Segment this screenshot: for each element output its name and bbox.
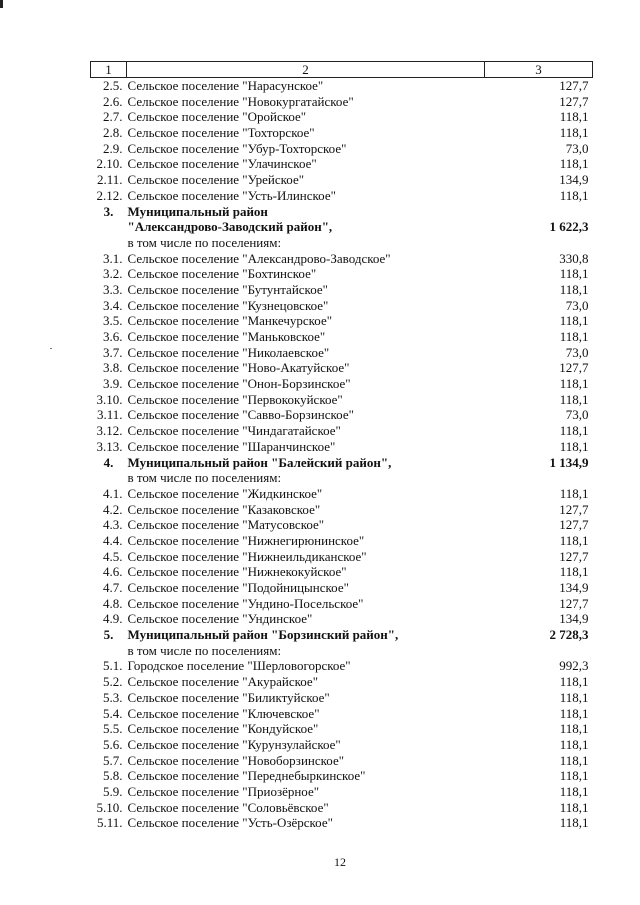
table-row — [91, 329, 593, 345]
row-value: 118,1 — [559, 438, 589, 454]
table-row — [91, 266, 593, 282]
row-value — [485, 235, 593, 251]
row-number: 3.10. — [96, 391, 123, 407]
row-name: Сельское поселение "Усть-Илинское" — [127, 187, 336, 203]
row-name: Сельское поселение "Бутунтайское" — [127, 281, 328, 297]
row-value: 118,1 — [559, 815, 589, 831]
row-value: 118,1 — [559, 187, 589, 203]
table-row — [91, 800, 593, 816]
row-name: Сельское поселение "Приозёрное" — [127, 783, 320, 799]
table-row — [91, 188, 593, 204]
row-value: 118,1 — [559, 674, 589, 690]
table-row — [91, 784, 593, 800]
table-row — [91, 674, 593, 690]
row-number: 5.4. — [103, 705, 123, 721]
district-row — [91, 455, 593, 471]
table-row — [91, 376, 593, 392]
row-name: в том числе по поселениям: — [127, 470, 282, 486]
row-value: 127,7 — [559, 93, 589, 109]
row-value: 118,1 — [559, 799, 589, 815]
table-row — [91, 658, 593, 674]
row-number: 3.12. — [96, 423, 123, 439]
row-number: 5.5. — [103, 721, 123, 737]
row-value: 118,1 — [559, 376, 589, 392]
row-value: 118,1 — [559, 768, 589, 784]
row-value: 118,1 — [559, 705, 589, 721]
row-number: 4.5. — [103, 548, 123, 564]
table-row — [91, 721, 593, 737]
row-name: Сельское поселение "Биликтуйское" — [127, 689, 330, 705]
table-body — [91, 78, 593, 832]
row-number: 2.7. — [103, 109, 123, 125]
row-number — [91, 643, 127, 659]
row-value: 118,1 — [559, 564, 589, 580]
row-name: Муниципальный район — [127, 203, 268, 219]
page-number: 12 — [334, 855, 346, 869]
subheading-row — [91, 643, 593, 659]
row-number: 2.11. — [96, 172, 123, 188]
subheading-row — [91, 235, 593, 251]
row-name: Сельское поселение "Подойницынское" — [127, 580, 349, 595]
table-row — [91, 768, 593, 784]
row-name: Сельское поселение "Нижнеильдиканское" — [127, 548, 367, 564]
row-name: Сельское поселение "Тохторское" — [127, 125, 315, 141]
row-value: 1 622,3 — [549, 219, 589, 235]
row-number: 4.1. — [103, 485, 123, 501]
table-row — [91, 313, 593, 329]
row-name: Сельское поселение "Урейское" — [127, 172, 305, 188]
row-name: Сельское поселение "Курунзулайское" — [127, 736, 341, 752]
row-name: Муниципальный район "Балейский район", — [127, 454, 392, 470]
row-number — [91, 219, 127, 235]
row-name: Сельское поселение "Маньковское" — [127, 329, 326, 344]
row-value: 118,1 — [559, 752, 589, 768]
row-name: Муниципальный район "Борзинский район", — [127, 627, 399, 643]
row-number: 5.2. — [103, 674, 123, 690]
row-name: Сельское поселение "Нарасунское" — [127, 78, 324, 93]
row-value: 127,7 — [559, 501, 589, 517]
row-number: 4.6. — [103, 564, 123, 580]
header-col-value: 3 — [485, 62, 593, 78]
table-row — [91, 706, 593, 722]
row-number: 5.3. — [103, 689, 123, 705]
table-row — [91, 78, 593, 94]
table-header-row — [91, 62, 593, 78]
row-value: 118,1 — [559, 783, 589, 799]
row-value: 118,1 — [559, 109, 589, 125]
row-value: 118,1 — [559, 313, 589, 329]
row-number: 2.10. — [96, 156, 123, 172]
row-name: "Александрово-Заводский район", — [127, 219, 333, 235]
row-name: Сельское поселение "Манкечурское" — [127, 313, 333, 329]
row-value: 73,0 — [565, 297, 589, 313]
row-name: Сельское поселение "Ново-Акатуйское" — [127, 360, 350, 376]
row-name: в том числе по поселениям: — [127, 234, 282, 250]
row-value: 118,1 — [559, 721, 589, 737]
row-name: Сельское поселение "Онон-Борзинское" — [127, 376, 351, 392]
table-row — [91, 172, 593, 188]
table-row — [91, 486, 593, 502]
row-name: Сельское поселение "Оройское" — [127, 109, 307, 125]
row-name: Сельское поселение "Шаранчинское" — [127, 438, 336, 454]
subheading-row — [91, 470, 593, 486]
row-name: Сельское поселение "Акурайское" — [127, 674, 319, 690]
row-value: 118,1 — [559, 423, 589, 439]
row-name: Сельское поселение "Новокургатайское" — [127, 93, 354, 109]
row-number — [91, 470, 127, 486]
row-number: 3.3. — [103, 281, 123, 297]
row-value: 127,7 — [559, 517, 589, 533]
row-value: 118,1 — [559, 156, 589, 172]
row-value: 73,0 — [565, 407, 589, 423]
row-number: 3.1. — [103, 250, 123, 266]
row-value: 73,0 — [565, 344, 589, 360]
row-name: Сельское поселение "Кузнецовское" — [127, 297, 329, 313]
table-row — [91, 690, 593, 706]
row-name: Сельское поселение "Матусовское" — [127, 517, 325, 533]
table-row — [91, 125, 593, 141]
row-number: 2.9. — [103, 140, 123, 156]
row-number: 4.8. — [103, 595, 123, 611]
scan-speck — [50, 348, 52, 349]
table-row — [91, 596, 593, 612]
row-number: 4.4. — [103, 532, 123, 548]
row-value: 118,1 — [559, 281, 589, 297]
row-name: Сельское поселение "Ундинское" — [127, 611, 313, 627]
row-name: Сельское поселение "Ундино-Посельское" — [127, 595, 364, 611]
row-name: Сельское поселение "Бохтинское" — [127, 266, 317, 282]
table-row — [91, 737, 593, 753]
row-number: 5.1. — [103, 658, 123, 674]
row-number: 2.8. — [103, 125, 123, 141]
table-row — [91, 753, 593, 769]
row-number: 3.2. — [103, 266, 123, 282]
row-number: 5.7. — [103, 752, 123, 768]
row-value: 118,1 — [559, 329, 589, 344]
row-value — [485, 643, 593, 659]
row-number: 5. — [103, 627, 114, 643]
row-name: Сельское поселение "Нижнекокуйское" — [127, 564, 347, 580]
row-number: 4.9. — [103, 611, 123, 627]
row-name: Сельское поселение "Жидкинское" — [127, 485, 323, 501]
row-value: 118,1 — [559, 125, 589, 141]
row-value: 1 134,9 — [549, 454, 589, 470]
row-value: 118,1 — [559, 485, 589, 501]
row-value: 134,9 — [559, 580, 589, 595]
row-number: 5.11. — [96, 815, 123, 831]
row-number: 5.10. — [96, 799, 123, 815]
row-number: 3.6. — [103, 329, 123, 344]
table-row — [91, 439, 593, 455]
row-number: 3.5. — [103, 313, 123, 329]
row-number: 3.13. — [96, 438, 123, 454]
row-number: 4.3. — [103, 517, 123, 533]
table-row — [91, 94, 593, 110]
table-row — [91, 423, 593, 439]
row-number: 3.7. — [103, 344, 123, 360]
row-number: 3.11. — [96, 407, 123, 423]
table-row — [91, 345, 593, 361]
row-name: Сельское поселение "Александрово-Заводское" — [127, 250, 391, 266]
row-number: 4.7. — [103, 580, 123, 595]
row-value — [485, 204, 593, 220]
row-name: Сельское поселение "Убур-Тохторское" — [127, 140, 347, 156]
district-row — [91, 627, 593, 643]
row-name: Сельское поселение "Новоборзинское" — [127, 752, 345, 768]
row-name: Сельское поселение "Ключевское" — [127, 705, 320, 721]
table-row — [91, 580, 593, 596]
row-value: 127,7 — [559, 548, 589, 564]
row-number: 3.8. — [103, 360, 123, 376]
row-name: Сельское поселение "Улачинское" — [127, 156, 317, 172]
row-name: Городское поселение "Шерловогорское" — [127, 658, 351, 674]
table-row — [91, 533, 593, 549]
row-number: 4. — [103, 454, 114, 470]
row-name: Сельское поселение "Кондуйское" — [127, 721, 319, 737]
row-value: 134,9 — [559, 611, 589, 627]
row-number: 3. — [103, 203, 114, 219]
row-value: 992,3 — [559, 658, 589, 674]
header-col-number: 1 — [91, 62, 127, 78]
row-number: 2.12. — [96, 187, 123, 203]
row-number: 2.5. — [103, 78, 123, 93]
row-value: 118,1 — [559, 532, 589, 548]
row-number: 3.9. — [103, 376, 123, 392]
table-row — [91, 517, 593, 533]
row-value: 330,8 — [559, 250, 589, 266]
row-number — [91, 235, 127, 251]
district-row — [91, 204, 593, 220]
row-value: 118,1 — [559, 736, 589, 752]
row-value: 118,1 — [559, 391, 589, 407]
row-name: в том числе по поселениям: — [127, 642, 282, 658]
row-number: 5.9. — [103, 783, 123, 799]
row-name: Сельское поселение "Казаковское" — [127, 501, 321, 517]
corner-scan-mark — [0, 0, 3, 8]
row-value: 73,0 — [565, 140, 589, 156]
table-row — [91, 251, 593, 267]
row-value: 127,7 — [559, 78, 589, 93]
row-value: 127,7 — [559, 595, 589, 611]
row-value: 118,1 — [559, 689, 589, 705]
row-name: Сельское поселение "Первококуйское" — [127, 391, 343, 407]
table-row — [91, 815, 593, 831]
table-row — [91, 611, 593, 627]
table-row — [91, 141, 593, 157]
table-row — [91, 282, 593, 298]
row-name: Сельское поселение "Переднебыркинское" — [127, 768, 366, 784]
table-row — [91, 298, 593, 314]
table-row — [91, 549, 593, 565]
row-name: Сельское поселение "Соловьёвское" — [127, 799, 329, 815]
row-name: Сельское поселение "Николаевское" — [127, 344, 330, 360]
row-number: 5.6. — [103, 736, 123, 752]
row-value: 118,1 — [559, 266, 589, 282]
table-row — [91, 502, 593, 518]
row-number: 2.6. — [103, 93, 123, 109]
row-number: 5.8. — [103, 768, 123, 784]
district-row — [91, 219, 593, 235]
table-row — [91, 564, 593, 580]
table-row — [91, 392, 593, 408]
row-value: 127,7 — [559, 360, 589, 376]
row-name: Сельское поселение "Чиндагатайское" — [127, 423, 341, 439]
row-name: Сельское поселение "Нижнегирюнинское" — [127, 532, 365, 548]
table-row — [91, 156, 593, 172]
table-row — [91, 109, 593, 125]
table-row — [91, 360, 593, 376]
row-value: 2 728,3 — [549, 627, 589, 643]
allocation-table — [90, 61, 593, 831]
table-row — [91, 407, 593, 423]
row-number: 3.4. — [103, 297, 123, 313]
row-value — [485, 470, 593, 486]
header-col-name: 2 — [127, 62, 485, 78]
row-name: Сельское поселение "Усть-Озёрское" — [127, 815, 333, 831]
row-number: 4.2. — [103, 501, 123, 517]
row-value: 134,9 — [559, 172, 589, 188]
row-name: Сельское поселение "Савво-Борзинское" — [127, 407, 354, 423]
